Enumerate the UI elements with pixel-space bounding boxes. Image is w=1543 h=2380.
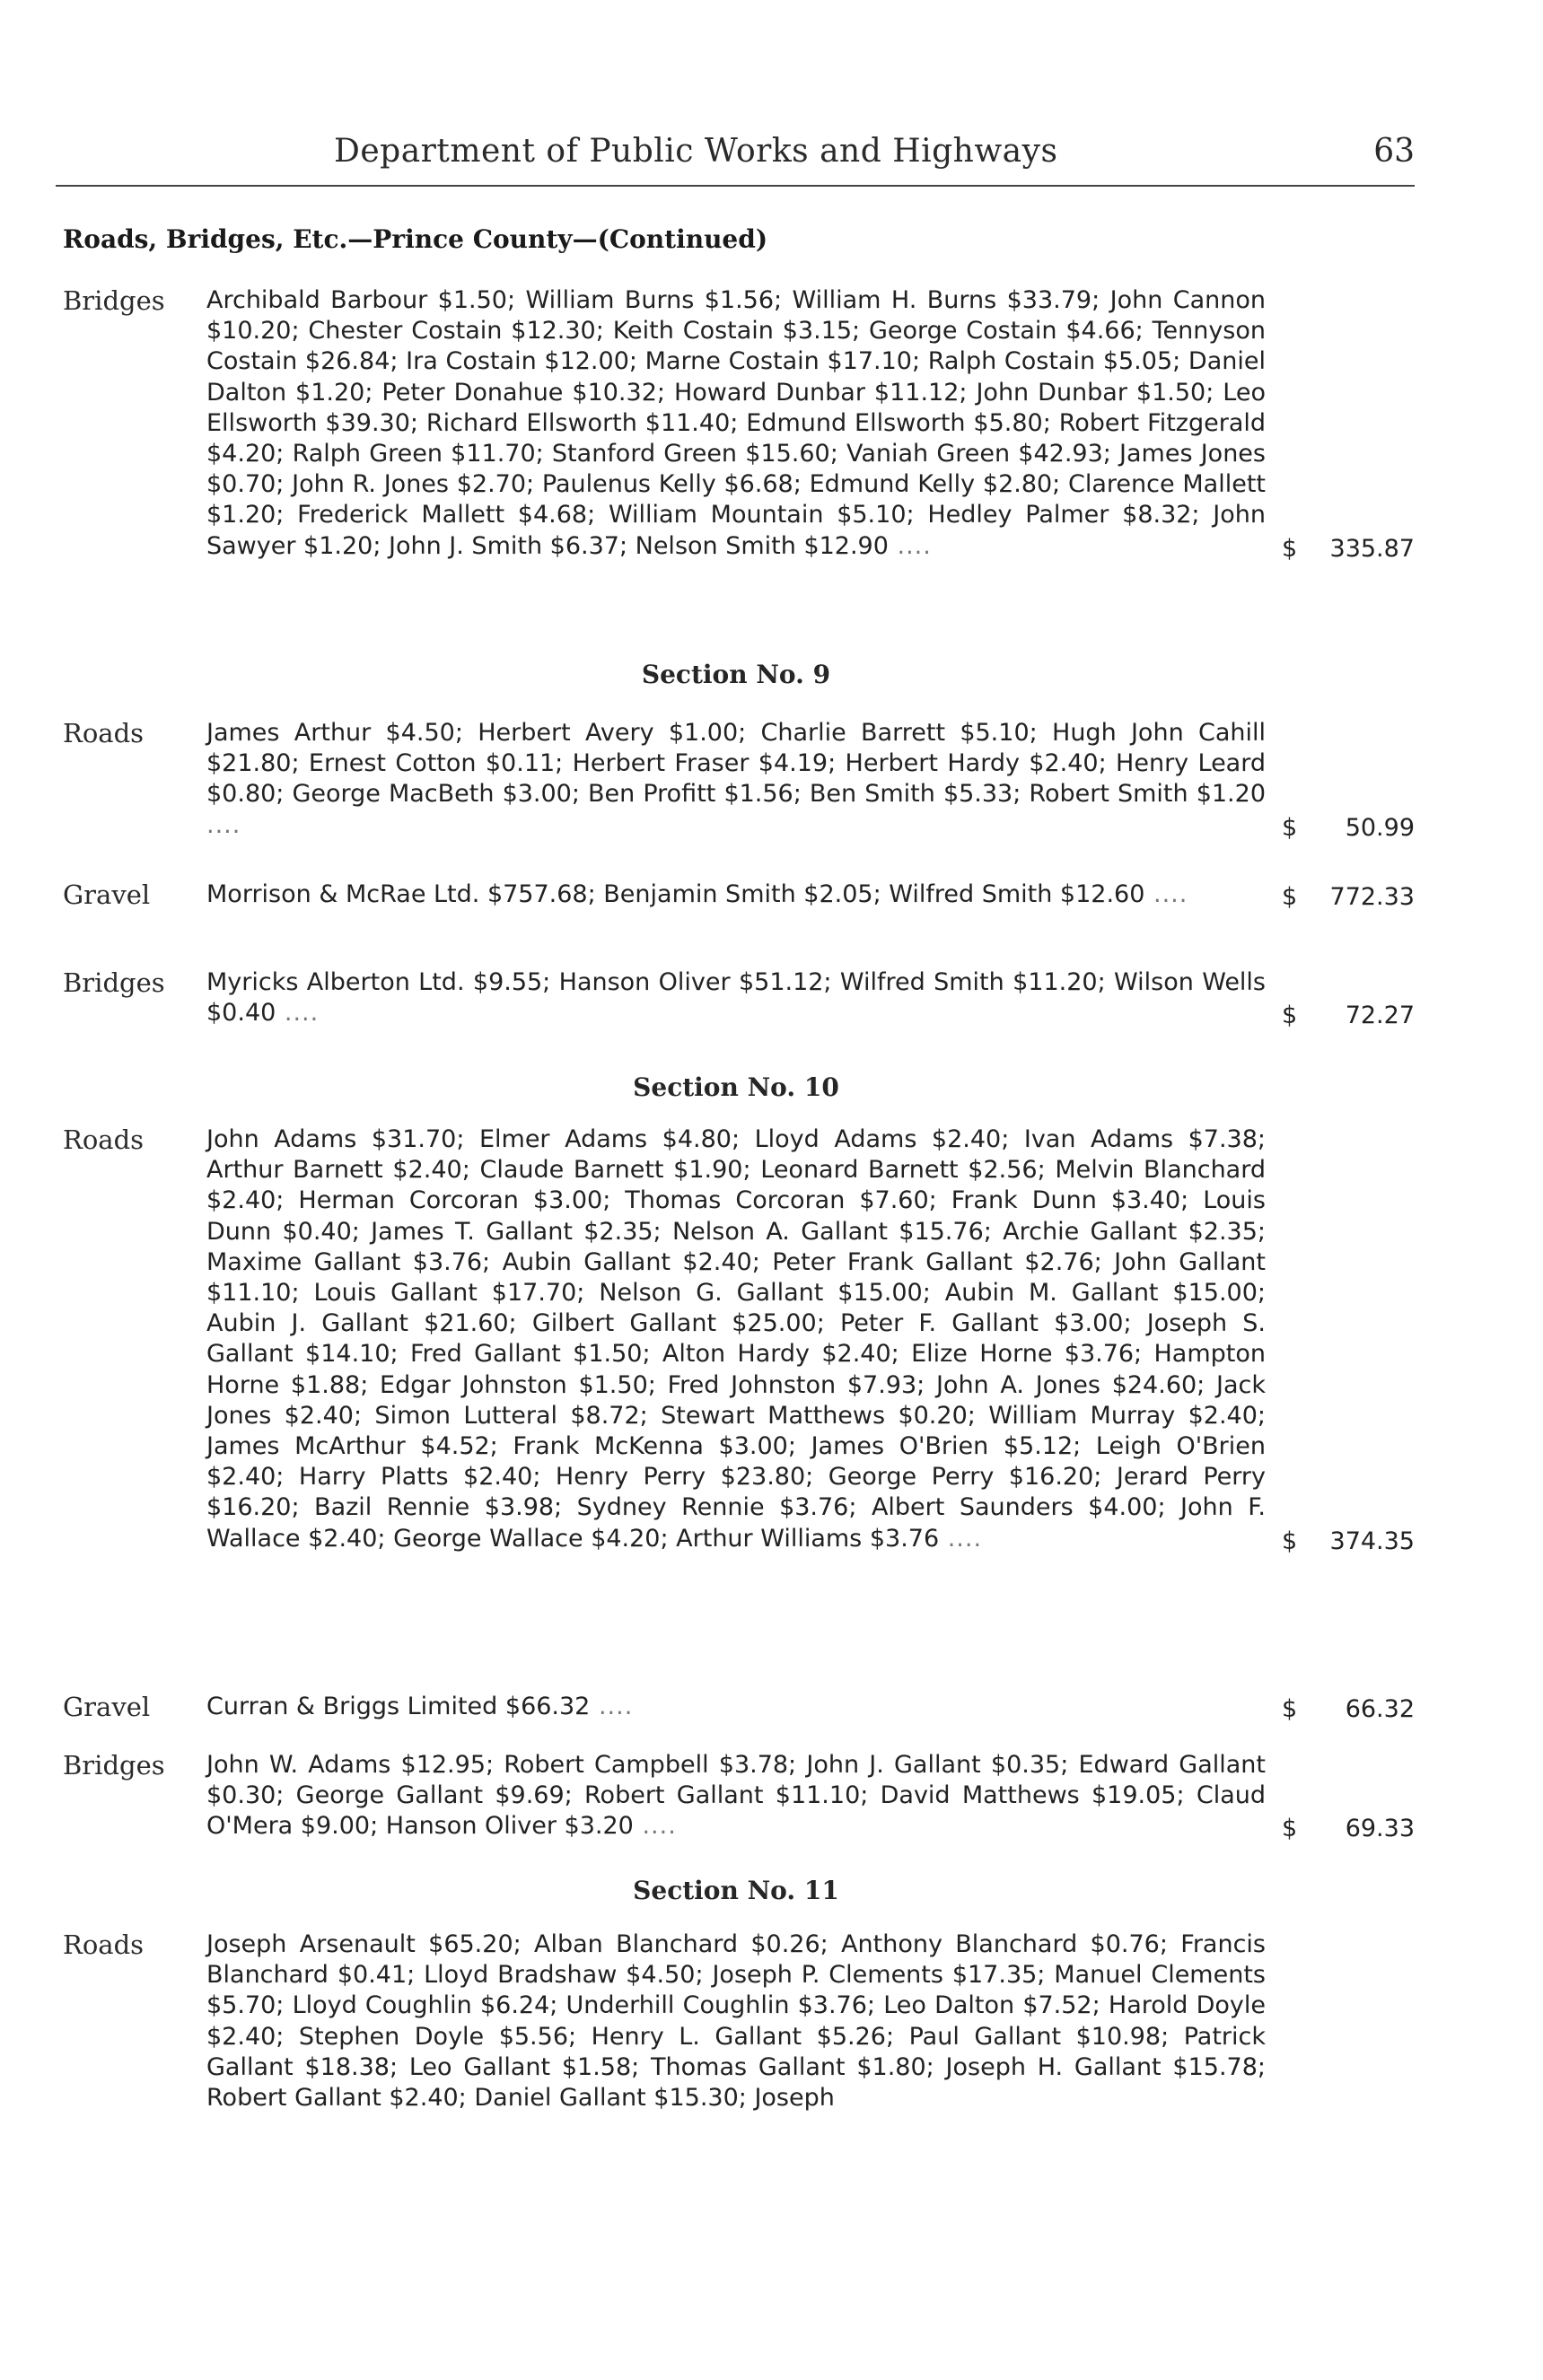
payee-list: Archibald Barbour $1.50; William Burns $1.56; William H. Burns $33.79; John Cannon $10.20; Chester Costain $12.30; Keith Costain $3.15; George Costain $4.66; Tennyson Costain $26.84; Ira Costain $12.00; Marne Costain $17.10; Ralph Costain $5.05; Daniel Dalton $1.20; Peter Donahue $10.32; Howard Dunbar $11.12; John Dunbar $1.50; Leo Ellsworth $39.30; Richard Ellsworth $11.40; Edmund Ellsworth $5.80; Robert Fitzgerald $4.20; Ralph Green $11.70; Stanford Green $15.60; Vaniah Green $42.93; James Jones $0.70; John R. Jones $2.70; Paulenus Kelly $6.68; Edmund Kelly $2.80; Clarence Mallett $1.20; Frederick Mallett $4.68; William Mountain $5.10; Hedley Palmer $8.32; John Sawyer $1.20; John J. Smith $6.37; Nelson Smith $12.90 bbox=[206, 286, 1266, 560]
page-number: 63 bbox=[1373, 133, 1415, 170]
entry-payees bbox=[206, 285, 1266, 562]
entry-category: Roads bbox=[63, 1929, 145, 1960]
payee-list: Myricks Alberton Ltd. $9.55; Hanson Oliver $51.12; Wilfred Smith $11.20; Wilson Wells $0.40 bbox=[206, 968, 1266, 1028]
total-amount: 69.33 bbox=[1345, 1815, 1415, 1843]
entry-category: Roads bbox=[63, 718, 145, 748]
payee-list: Joseph Arsenault $65.20; Alban Blanchard $0.26; Anthony Blanchard $0.76; Francis Blanchard $0.41; Lloyd Bradshaw $4.50; Joseph P. Clements $17.35; Manuel Clements $5.70; Lloyd Coughlin $6.24; Underhill Coughlin $3.76; Leo Dalton $7.52; Harold Doyle $2.40; Stephen Doyle $5.56; Henry L. Gallant $5.26; Paul Gallant $10.98; Patrick Gallant $18.38; Leo Gallant $1.58; Thomas Gallant $1.80; Joseph H. Gallant $15.78; Robert Gallant $2.40; Daniel Gallant $15.30; Joseph bbox=[206, 1930, 1266, 2113]
currency-sign: $ bbox=[1282, 534, 1298, 563]
currency-sign: $ bbox=[1282, 1527, 1298, 1555]
payee-list: James Arthur $4.50; Herbert Avery $1.00; Charlie Barrett $5.10; Hugh John Cahill $21.80; Ernest Cotton $0.11; Herbert Fraser $4.19; Herbert Hardy $2.40; Henry Leard $0.80; George MacBeth $3.00; Ben Profitt $1.56; Ben Smith $5.33; Robert Smith $1.20 bbox=[206, 719, 1266, 809]
header-rule bbox=[56, 185, 1415, 187]
total-amount: 66.32 bbox=[1345, 1695, 1415, 1723]
currency-sign: $ bbox=[1282, 813, 1298, 842]
dot-leader: .... bbox=[276, 999, 320, 1028]
payee-list: Morrison & McRae Ltd. $757.68; Benjamin Smith $2.05; Wilfred Smith $12.60 bbox=[206, 880, 1145, 908]
entry-category: Bridges bbox=[63, 285, 165, 316]
entry-payees bbox=[206, 1750, 1266, 1842]
currency-sign: $ bbox=[1282, 1695, 1298, 1723]
dot-leader: .... bbox=[939, 1524, 983, 1553]
section-heading: Section No. 11 bbox=[633, 1876, 839, 1905]
total-amount: 50.99 bbox=[1345, 813, 1415, 842]
dot-leader: .... bbox=[206, 810, 241, 839]
payee-list: Curran & Briggs Limited $66.32 bbox=[206, 1693, 591, 1720]
entry-category: Gravel bbox=[63, 1692, 151, 1722]
entry-category: Bridges bbox=[63, 1750, 165, 1781]
dot-leader: .... bbox=[1144, 880, 1188, 908]
dot-leader: .... bbox=[633, 1812, 677, 1841]
section-heading: Section No. 10 bbox=[633, 1072, 839, 1102]
entry-payees bbox=[206, 1929, 1266, 2113]
total-amount: 335.87 bbox=[1329, 534, 1415, 563]
currency-sign: $ bbox=[1282, 1002, 1298, 1030]
currency-sign: $ bbox=[1282, 883, 1298, 911]
total-amount: 374.35 bbox=[1329, 1527, 1415, 1555]
payee-list: John Adams $31.70; Elmer Adams $4.80; Lloyd Adams $2.40; Ivan Adams $7.38; Arthur Barnett $2.40; Claude Barnett $1.90; Leonard Barnett $2.56; Melvin Blanchard $2.40; Herman Corcoran $3.00; Thomas Corcoran $7.60; Frank Dunn $3.40; Louis Dunn $0.40; James T. Gallant $2.35; Nelson A. Gallant $15.76; Archie Gallant $2.35; Maxime Gallant $3.76; Aubin Gallant $2.40; Peter Frank Gallant $2.76; John Gallant $11.10; Louis Gallant $17.70; Nelson G. Gallant $15.00; Aubin M. Gallant $15.00; Aubin J. Gallant $21.60; Gilbert Gallant $25.00; Peter F. Gallant $3.00; Joseph S. Gallant $14.10; Fred Gallant $1.50; Alton Hardy $2.40; Elize Horne $3.76; Hampton Horne $1.88; Edgar Johnston $1.50; Fred Johnston $7.93; John A. Jones $24.60; Jack Jones $2.40; Simon Lutteral $8.72; Stewart Matthews $0.20; William Murray $2.40; James McArthur $4.52; Frank McKenna $3.00; James O'Brien $5.12; Leigh O'Brien $2.40; Harry Platts $2.40; Henry Perry $23.80; George Perry $16.20; Jerard Perry $16.20; Bazil Rennie $3.98; Sydney Rennie $3.76; Albert Saunders $4.00; John F. Wallace $2.40; George Wallace $4.20; Arthur Williams $3.76 bbox=[206, 1125, 1266, 1553]
dot-leader: .... bbox=[888, 531, 932, 560]
entry-payees bbox=[206, 718, 1266, 841]
dot-leader: .... bbox=[590, 1693, 634, 1720]
entry-category: Bridges bbox=[63, 967, 165, 998]
entry-payees bbox=[206, 1692, 1266, 1722]
total-amount: 772.33 bbox=[1329, 883, 1415, 911]
total-amount: 72.27 bbox=[1345, 1002, 1415, 1030]
continued-heading: Roads, Bridges, Etc.—Prince County—(Continued) bbox=[63, 224, 768, 254]
running-title: Department of Public Works and Highways bbox=[334, 133, 1058, 170]
section-heading: Section No. 9 bbox=[641, 660, 831, 689]
entry-category: Gravel bbox=[63, 879, 151, 910]
page-header bbox=[56, 133, 1415, 185]
payee-list: John W. Adams $12.95; Robert Campbell $3.78; John J. Gallant $0.35; Edward Gallant $0.30; George Gallant $9.69; Robert Gallant $11.10; David Matthews $19.05; Claud O'Mera $9.00; Hanson Oliver $3.20 bbox=[206, 1751, 1266, 1841]
entry-category: Roads bbox=[63, 1124, 145, 1155]
entry-payees bbox=[206, 879, 1266, 910]
currency-sign: $ bbox=[1282, 1815, 1298, 1843]
entry-payees bbox=[206, 967, 1266, 1028]
entry-payees bbox=[206, 1124, 1266, 1554]
